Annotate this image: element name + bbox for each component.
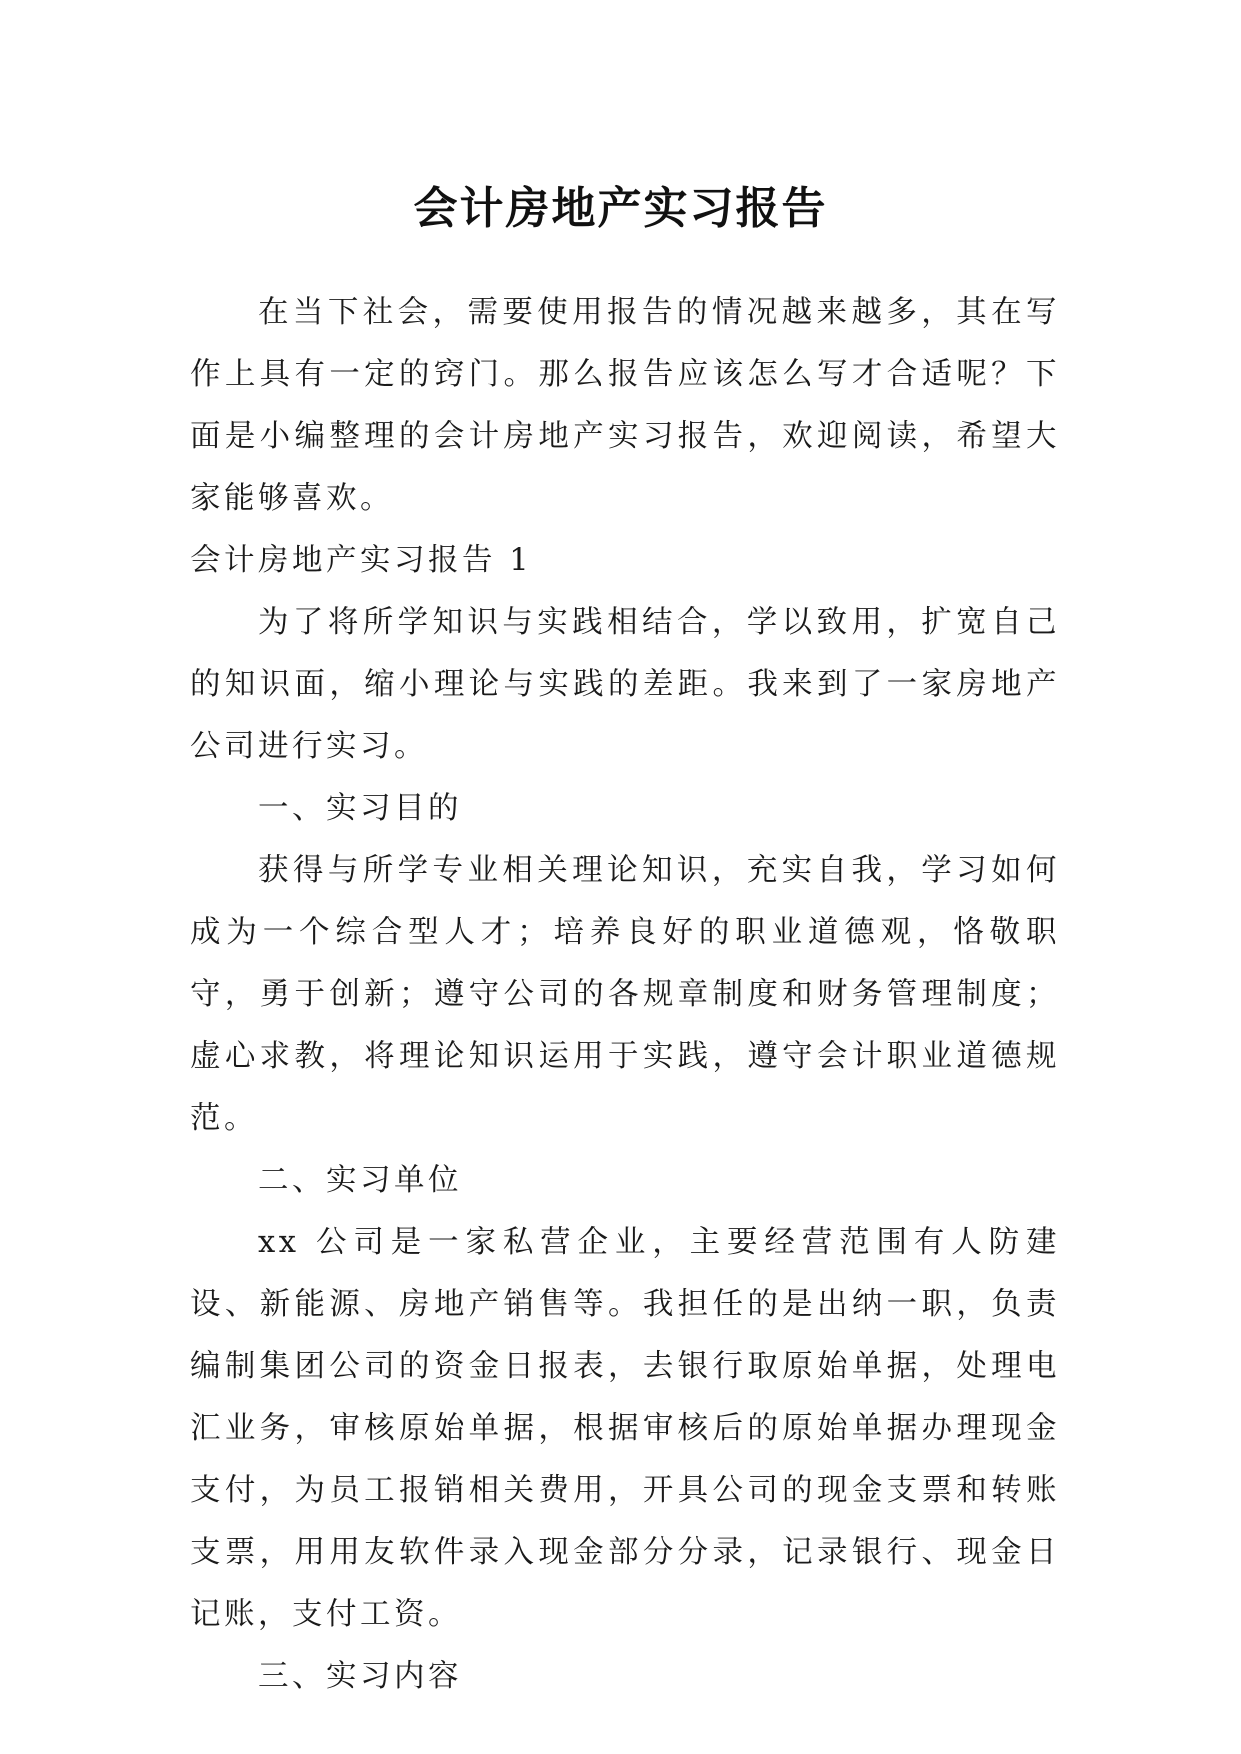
page-title: 会计房地产实习报告 <box>413 183 828 235</box>
intro-paragraph: 在当下社会，需要使用报告的情况越来越多，其在写作上具有一定的窍门。那么报告应该怎么写才合适呢？下面是小编整理的会计房地产实习报告，欢迎阅读，希望大家能够喜欢。 <box>190 295 1060 516</box>
heading-content: 三、实习内容 <box>258 1659 462 1694</box>
section-title: 会计房地产实习报告 1 <box>190 543 533 578</box>
document-body <box>190 282 1060 1708</box>
opening-paragraph: 为了将所学知识与实践相结合，学以致用，扩宽自己的知识面，缩小理论与实践的差距。我来到了一家房地产公司进行实习。 <box>190 605 1060 764</box>
unit-paragraph: xx 公司是一家私营企业，主要经营范围有人防建设、新能源、房地产销售等。我担任的是出纳一职，负责编制集团公司的资金日报表，去银行取原始单据，处理电汇业务，审核原始单据，根据审核后的原始单据办理现金支付，为员工报销相关费用，开具公司的现金支票和转账支票，用用友软件录入现金部分分录，记录银行、现金日记账，支付工资。 <box>190 1225 1060 1632</box>
purpose-paragraph: 获得与所学专业相关理论知识，充实自我，学习如何成为一个综合型人才；培养良好的职业道德观，恪敬职守，勇于创新；遵守公司的各规章制度和财务管理制度；虚心求教，将理论知识运用于实践，遵守会计职业道德规范。 <box>190 853 1060 1136</box>
heading-purpose: 一、实习目的 <box>258 791 462 826</box>
heading-unit: 二、实习单位 <box>258 1163 462 1198</box>
